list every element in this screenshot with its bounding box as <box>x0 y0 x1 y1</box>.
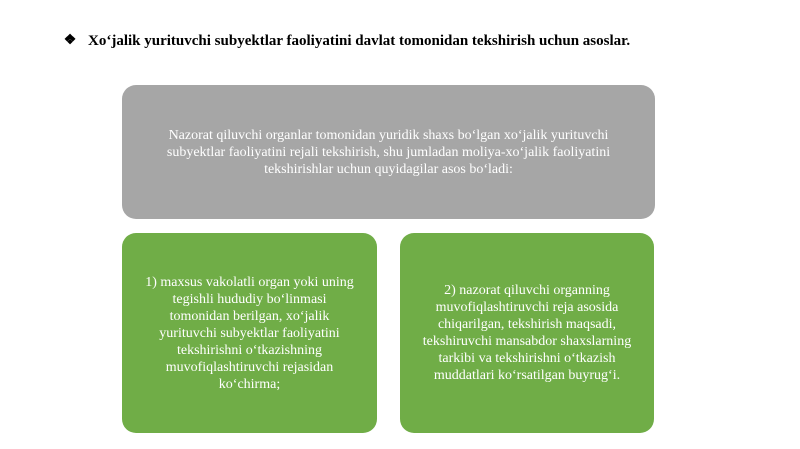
basis-item-2-text: 2) nazorat qiluvchi organning muvofiqlashtiruvchi reja asosida chiqarilgan, tekshirish maqsadi, tekshiruvchi mansabdor shaxslarning tarkibi va tekshirishni oʻtkazish muddatlari koʻrsatilgan buyrugʻi. <box>422 283 632 383</box>
diamond-bullet-icon: ❖ <box>63 33 77 48</box>
slide-heading <box>62 32 782 50</box>
heading-text: Xoʻjalik yurituvchi subyektlar faoliyatini davlat tomonidan tekshirish uchun asoslar. <box>88 33 631 49</box>
basis-item-1-text: 1) maxsus vakolatli organ yoki uning tegishli hududiy boʻlinmasi tomonidan berilgan, xoʻjalik yurituvchi subyektlar faoliyatini tekshirishni oʻtkazishning muvofiqlashtiruvchi rejasidan koʻchirma; <box>145 274 354 392</box>
basis-item-1-box <box>122 233 377 433</box>
basis-intro-box <box>122 85 655 219</box>
basis-item-2-box <box>400 233 654 433</box>
basis-intro-text: Nazorat qiluvchi organlar tomonidan yuridik shaxs boʻlgan xoʻjalik yurituvchi subyektlar faoliyatini rejali tekshirish, shu jumladan moliya-xoʻjalik faoliyatini tekshirishlar uchun quyidagilar asos boʻladi: <box>166 127 611 177</box>
